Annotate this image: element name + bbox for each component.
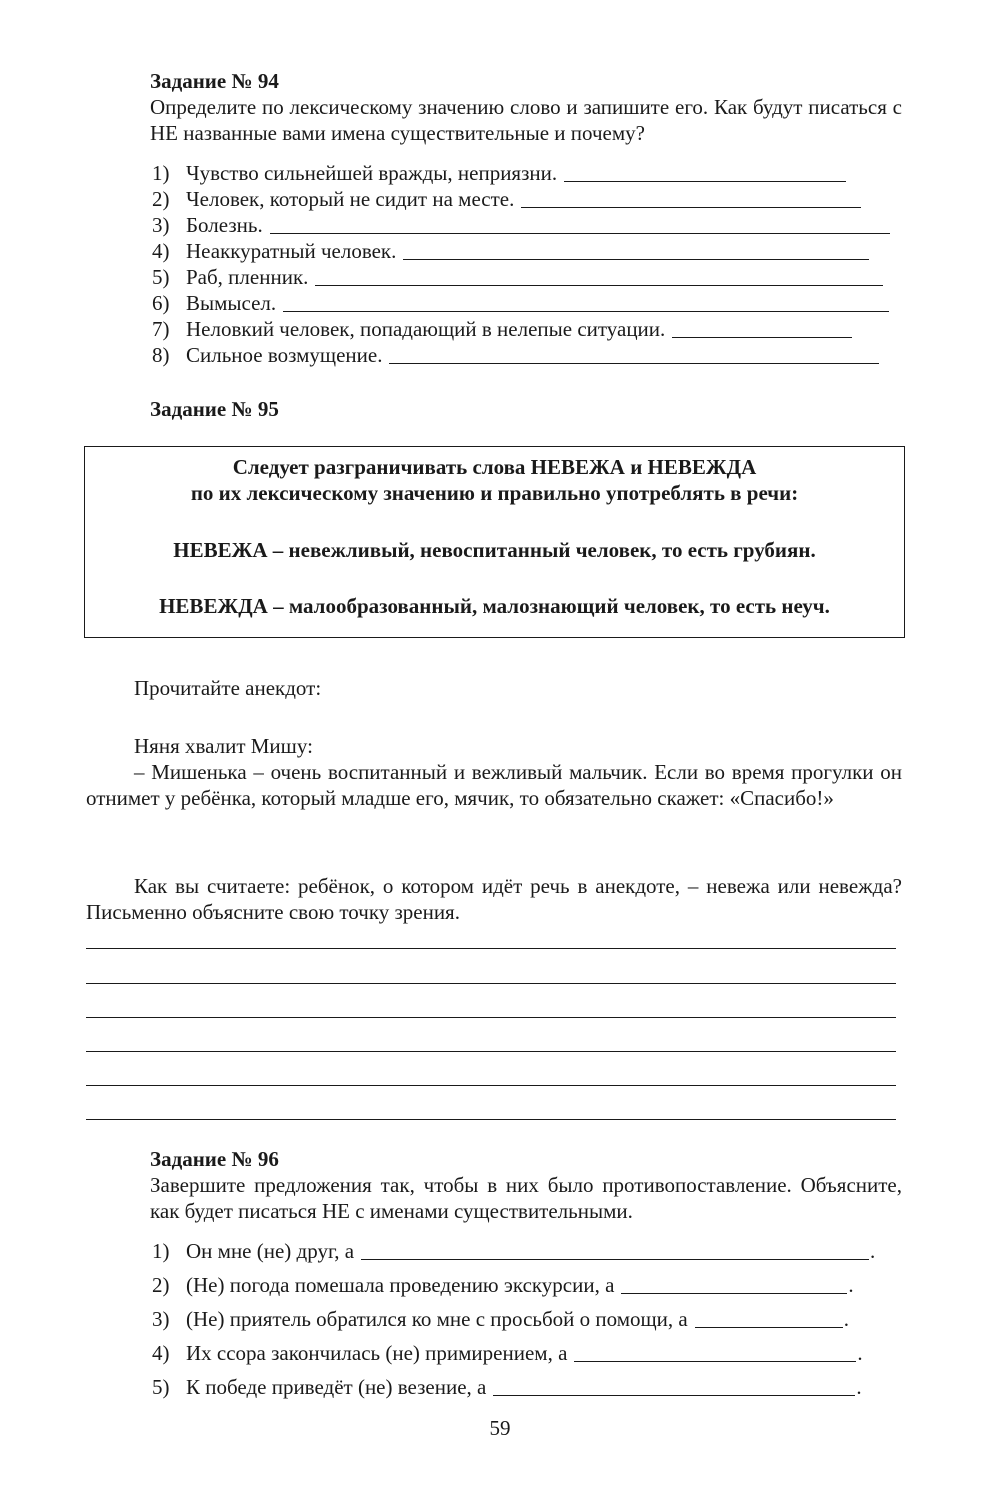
answer-line[interactable] xyxy=(672,317,852,338)
answer-line[interactable] xyxy=(86,1119,896,1120)
task-95-question: Как вы считаете: ребёнок, о котором идёт речь в анекдоте, – невежа или невежда? Письменно объясните свою точку зрения. xyxy=(86,874,902,924)
answer-line[interactable] xyxy=(86,1085,896,1086)
anecdote-intro: Няня хвалит Мишу: xyxy=(134,734,313,758)
task-96-instruction: Завершите предложения так, чтобы в них было противопоставление. Объясните, как будет писаться НЕ с именами существительными. xyxy=(150,1173,902,1223)
task-96-item-5 xyxy=(152,1374,862,1400)
item-text: Неаккуратный человек. xyxy=(186,239,397,263)
item-text: Раб, пленник. xyxy=(186,265,309,289)
item-text: Сильное возмущение. xyxy=(186,343,383,367)
sentence-end: . xyxy=(857,1341,863,1365)
answer-line[interactable] xyxy=(621,1273,847,1294)
rule-line-1: Следует разграничивать слова НЕВЕЖА и НЕВЕЖДА xyxy=(232,455,757,479)
answer-line[interactable] xyxy=(86,1017,896,1018)
item-number: 2) xyxy=(152,187,170,211)
anecdote-text: – Мишенька – очень воспитанный и вежливый мальчик. Если во время прогулки он отнимет у ребёнка, который младше его, мячик, то обязательно скажет: «Спасибо!» xyxy=(86,760,902,810)
task-96-item-4 xyxy=(152,1340,863,1366)
rule-line-nevezha: НЕВЕЖА – невежливый, невоспитанный человек, то есть грубиян. xyxy=(173,538,816,562)
task-96-title: Задание № 96 xyxy=(150,1147,279,1171)
answer-line[interactable] xyxy=(389,343,879,364)
item-text: (Не) погода помешала проведению экскурсии, а xyxy=(186,1273,615,1297)
item-number: 6) xyxy=(152,291,170,315)
task-94-item-6 xyxy=(152,290,889,316)
sentence-end: . xyxy=(870,1239,876,1263)
answer-line[interactable] xyxy=(283,291,889,312)
task-94-item-4 xyxy=(152,238,869,264)
item-number: 2) xyxy=(152,1273,170,1297)
item-number: 8) xyxy=(152,343,170,367)
item-text: Чувство сильнейшей вражды, неприязни. xyxy=(186,161,558,185)
answer-line[interactable] xyxy=(574,1341,856,1362)
task-94-instruction: Определите по лексическому значению слово и запишите его. Как будут писаться с НЕ названные вами имена существительные и почему? xyxy=(150,95,902,145)
rule-box xyxy=(84,446,905,638)
item-number: 3) xyxy=(152,1307,170,1331)
item-number: 4) xyxy=(152,1341,170,1365)
item-text: Неловкий человек, попадающий в нелепые ситуации. xyxy=(186,317,666,341)
rule-line-nevezhda: НЕВЕЖДА – малообразованный, малознающий человек, то есть неуч. xyxy=(159,594,830,618)
answer-line[interactable] xyxy=(521,187,861,208)
item-number: 1) xyxy=(152,161,170,185)
item-text: Человек, который не сидит на месте. xyxy=(186,187,515,211)
item-text: Он мне (не) друг, а xyxy=(186,1239,355,1263)
answer-line[interactable] xyxy=(86,983,896,984)
rule-line-2: по их лексическому значению и правильно употреблять в речи: xyxy=(190,481,799,505)
item-text: (Не) приятель обратился ко мне с просьбой о помощи, а xyxy=(186,1307,688,1331)
answer-line[interactable] xyxy=(315,265,883,286)
sentence-end: . xyxy=(848,1273,854,1297)
answer-line[interactable] xyxy=(361,1239,869,1260)
answer-line[interactable] xyxy=(403,239,869,260)
task-94-title: Задание № 94 xyxy=(150,69,279,93)
task-94-item-1 xyxy=(152,160,846,186)
task-96-item-2 xyxy=(152,1272,854,1298)
task-96-item-3 xyxy=(152,1306,849,1332)
answer-line[interactable] xyxy=(86,1051,896,1052)
answer-line[interactable] xyxy=(493,1375,855,1396)
answer-line[interactable] xyxy=(270,213,890,234)
item-number: 4) xyxy=(152,239,170,263)
task-94-item-7 xyxy=(152,316,852,342)
answer-line[interactable] xyxy=(564,161,846,182)
task-94-item-5 xyxy=(152,264,883,290)
task-94-item-8 xyxy=(152,342,879,368)
answer-line[interactable] xyxy=(86,948,896,949)
item-number: 1) xyxy=(152,1239,170,1263)
task-95-title: Задание № 95 xyxy=(150,397,279,421)
read-prompt: Прочитайте анекдот: xyxy=(134,676,322,700)
task-94-item-3 xyxy=(152,212,890,238)
item-text: Болезнь. xyxy=(186,213,263,237)
item-text: К победе приведёт (не) везение, а xyxy=(186,1375,487,1399)
sentence-end: . xyxy=(843,1307,849,1331)
answer-line[interactable] xyxy=(695,1307,843,1328)
item-number: 7) xyxy=(152,317,170,341)
sentence-end: . xyxy=(856,1375,862,1399)
task-96-item-1 xyxy=(152,1238,875,1264)
task-94-item-2 xyxy=(152,186,861,212)
page-number: 59 xyxy=(489,1416,511,1440)
item-number: 5) xyxy=(152,265,170,289)
item-number: 5) xyxy=(152,1375,170,1399)
item-text: Вымысел. xyxy=(186,291,277,315)
item-number: 3) xyxy=(152,213,170,237)
item-text: Их ссора закончилась (не) примирением, а xyxy=(186,1341,568,1365)
